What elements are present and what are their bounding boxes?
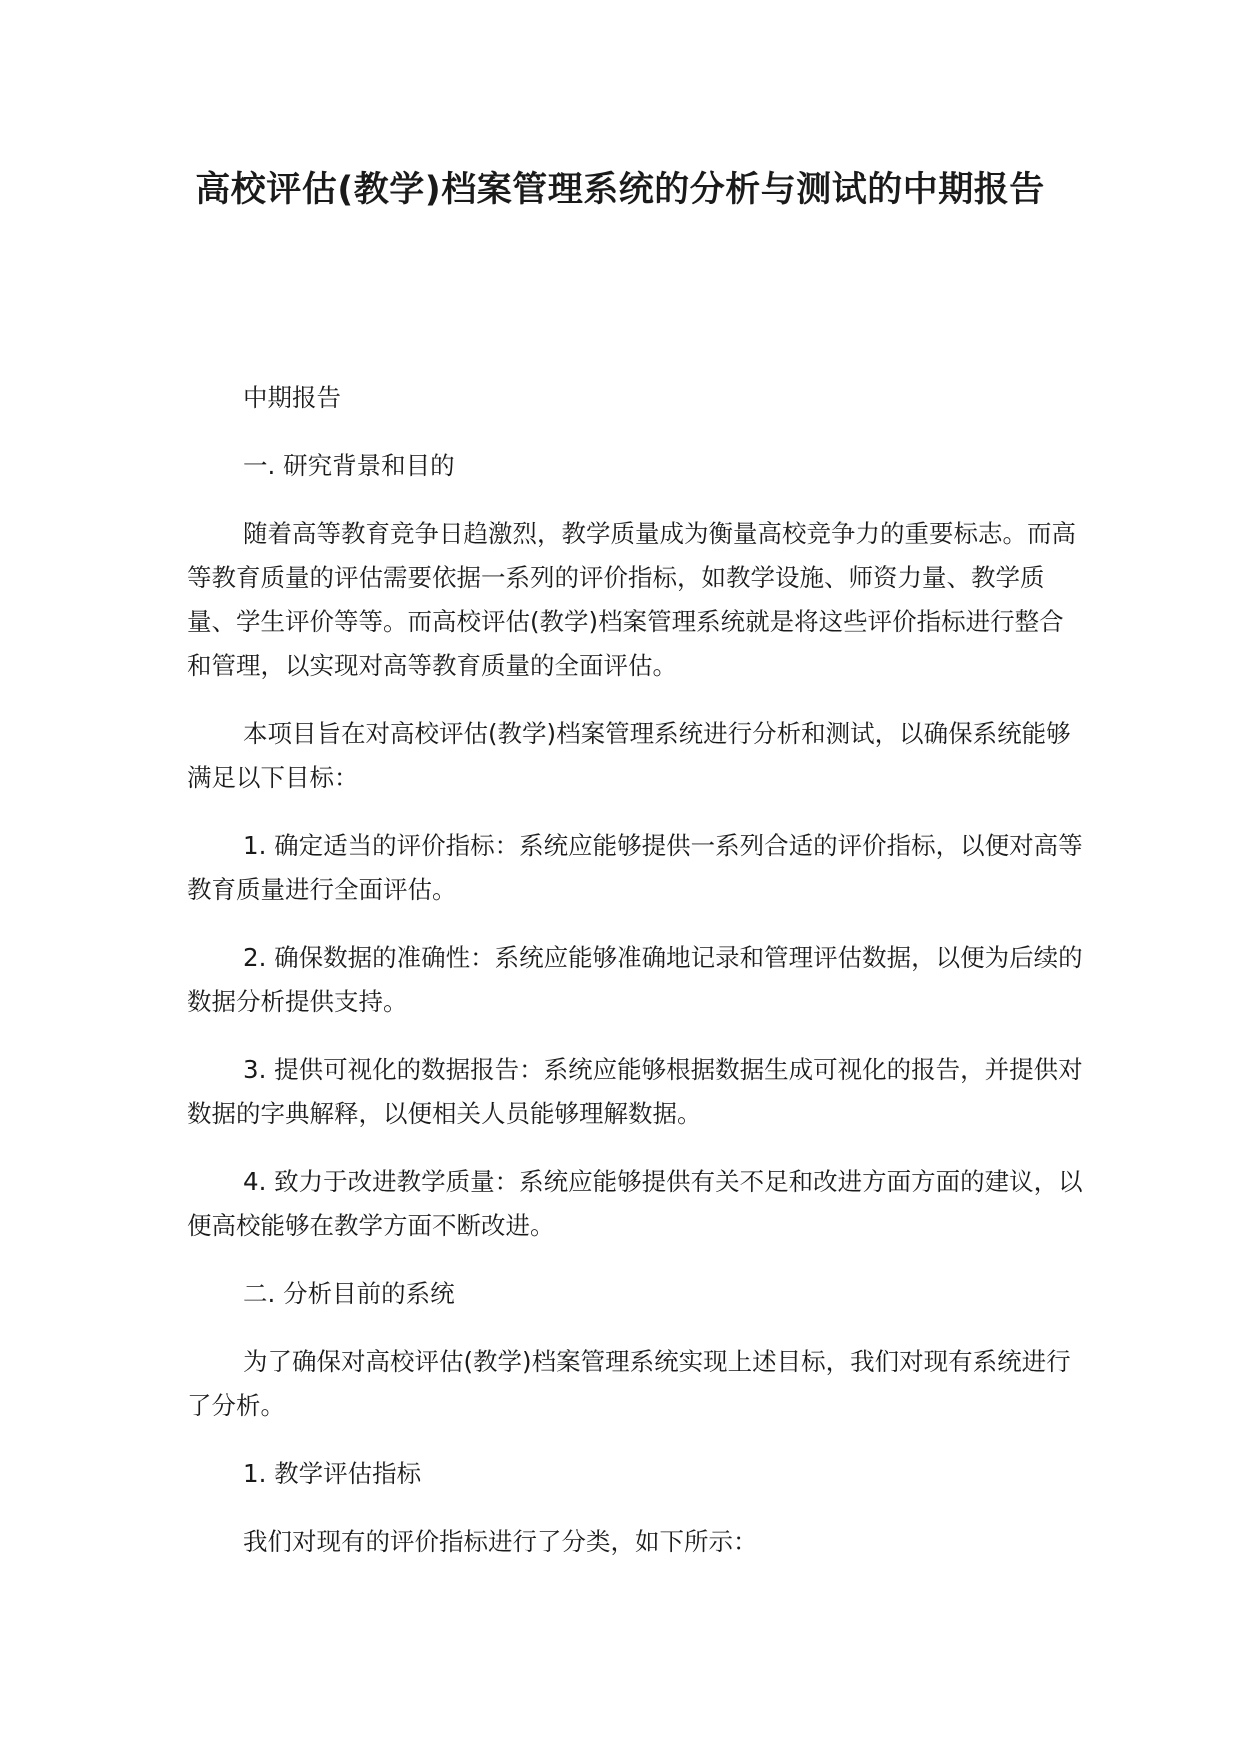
- document-title: 高校评估(教学)档案管理系统的分析与测试的中期报告: [195, 170, 1045, 210]
- subsection-heading: 1. 教学评估指标: [243, 1459, 422, 1488]
- list-item: 4. 致力于改进教学质量：系统应能够提供有关不足和改进方面方面的建议，以便高校能够在教学方面不断改进。: [187, 1167, 1083, 1240]
- list-item: 2. 确保数据的准确性：系统应能够准确地记录和管理评估数据，以便为后续的数据分析提供支持。: [187, 943, 1083, 1016]
- section-label: 中期报告: [243, 383, 341, 412]
- paragraph: 随着高等教育竞争日趋激烈，教学质量成为衡量高校竞争力的重要标志。而高等教育质量的评估需要依据一系列的评价指标，如教学设施、师资力量、教学质量、学生评价等等。而高校评估(教学)档案管理系统就是将这些评价指标进行整合和管理，以实现对高等教育质量的全面评估。: [187, 519, 1076, 680]
- section-heading: 一. 研究背景和目的: [243, 451, 455, 480]
- paragraph: 本项目旨在对高校评估(教学)档案管理系统进行分析和测试，以确保系统能够满足以下目标：: [187, 719, 1071, 792]
- paragraph: 为了确保对高校评估(教学)档案管理系统实现上述目标，我们对现有系统进行了分析。: [187, 1347, 1071, 1420]
- paragraph: 我们对现有的评价指标进行了分类，如下所示：: [243, 1527, 758, 1556]
- list-item: 1. 确定适当的评价指标：系统应能够提供一系列合适的评价指标，以便对高等教育质量进行全面评估。: [187, 831, 1083, 904]
- list-item: 3. 提供可视化的数据报告：系统应能够根据数据生成可视化的报告，并提供对数据的字典解释，以便相关人员能够理解数据。: [187, 1055, 1083, 1128]
- document-body: [187, 376, 1087, 1588]
- section-heading: 二. 分析目前的系统: [243, 1279, 455, 1308]
